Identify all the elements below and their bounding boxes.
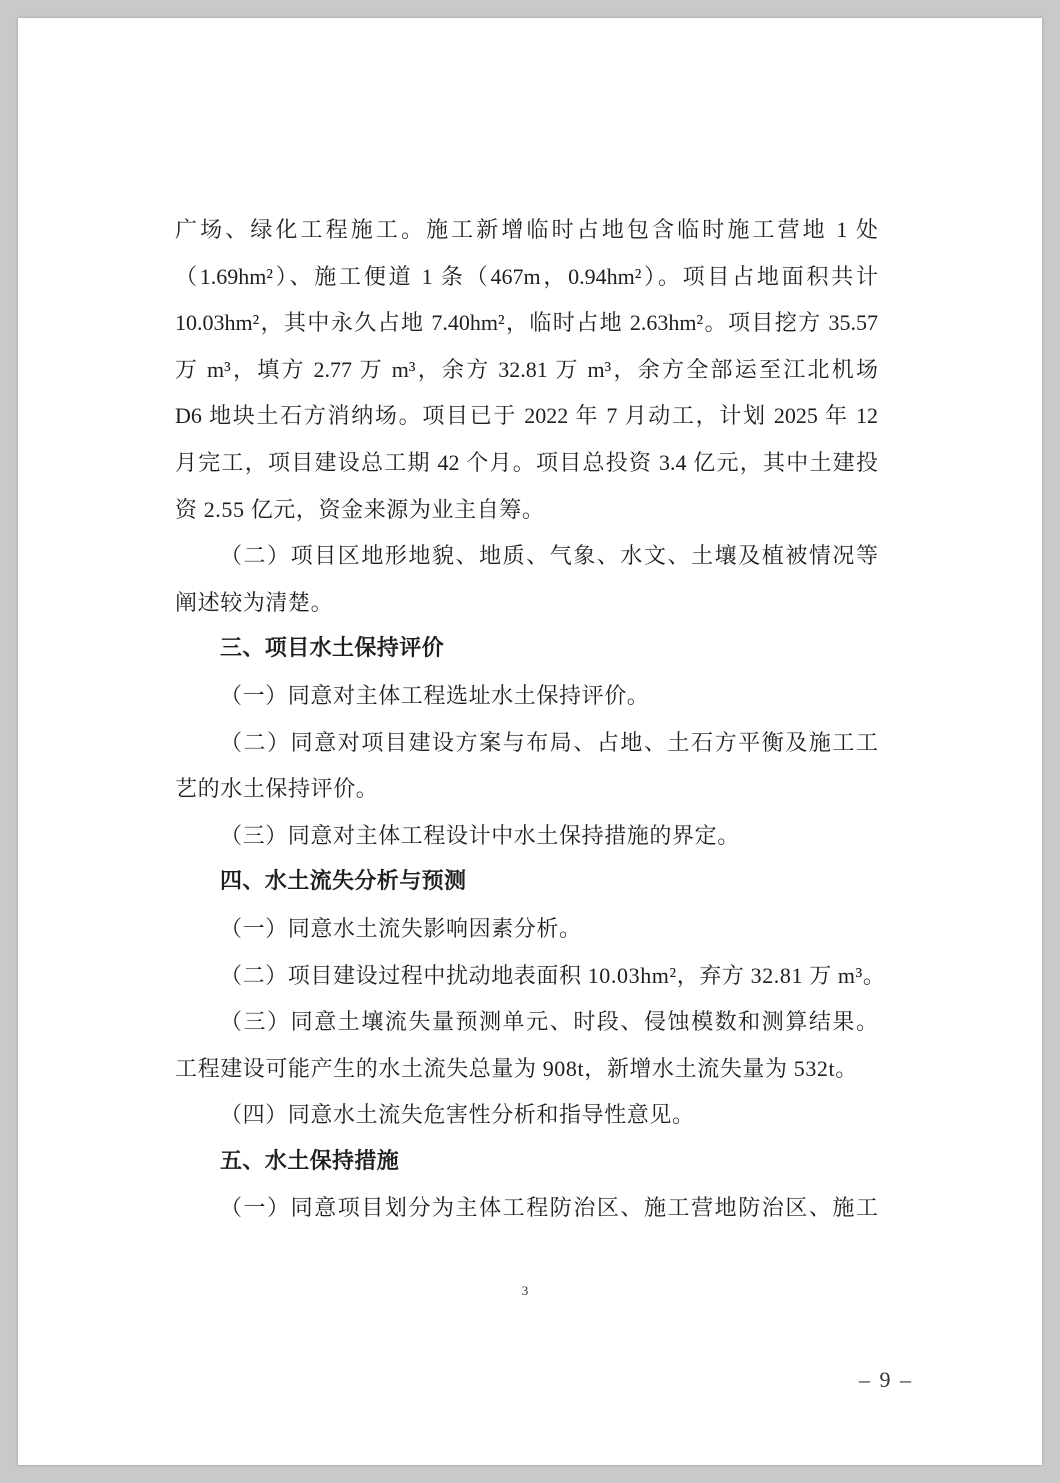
body-line: （三）同意对主体工程设计中水土保持措施的界定。 (220, 822, 740, 848)
section-heading: 五、水土保持措施 (220, 1148, 400, 1174)
section-heading: 三、项目水土保持评价 (220, 636, 445, 662)
body-line: D6 地块土石方消纳场。项目已于 2022 年 7 月动工，计划 2025 年 12 (175, 403, 878, 429)
body-line: （四）同意水土流失危害性分析和指导性意见。 (220, 1102, 695, 1128)
body-line: （一）同意对主体工程选址水土保持评价。 (220, 682, 650, 708)
body-line: （二）项目区地形地貌、地质、气象、水文、土壤及植被情况等 (220, 543, 878, 569)
document-body (175, 207, 886, 1232)
body-line: （二）同意对项目建设方案与布局、占地、土石方平衡及施工工 (220, 729, 878, 755)
document-page (18, 18, 1042, 1465)
body-line: （一）同意项目划分为主体工程防治区、施工营地防治区、施工 (220, 1195, 878, 1221)
body-line: （三）同意土壤流失量预测单元、时段、侵蚀模数和测算结果。 (220, 1009, 878, 1035)
body-line: 10.03hm²，其中永久占地 7.40hm²，临时占地 2.63hm²。项目挖方 35.57 (175, 310, 878, 336)
footer-page-number: – 9 – (859, 1367, 913, 1392)
scanned-page-number: 3 (521, 1283, 529, 1298)
body-line: 艺的水土保持评价。 (175, 776, 379, 802)
body-line: 月完工，项目建设总工期 42 个月。项目总投资 3.4 亿元，其中土建投 (175, 449, 878, 475)
section-heading: 四、水土流失分析与预测 (220, 869, 467, 895)
body-line: 阐述较为清楚。 (175, 589, 334, 615)
body-line: （一）同意水土流失影响因素分析。 (220, 915, 582, 941)
body-line: 资 2.55 亿元，资金来源为业主自筹。 (175, 496, 545, 522)
body-line: 工程建设可能产生的水土流失总量为 908t，新增水土流失量为 532t。 (175, 1055, 858, 1081)
body-line: 万 m³，填方 2.77 万 m³，余方 32.81 万 m³，余方全部运至江北机场 (175, 356, 878, 382)
body-line: （二）项目建设过程中扰动地表面积 10.03hm²，弃方 32.81 万 m³。 (220, 962, 886, 988)
body-line: 广场、绿化工程施工。施工新增临时占地包含临时施工营地 1 处 (175, 217, 878, 242)
body-line: （1.69hm²）、施工便道 1 条（467m，0.94hm²）。项目占地面积共计 (175, 263, 878, 289)
